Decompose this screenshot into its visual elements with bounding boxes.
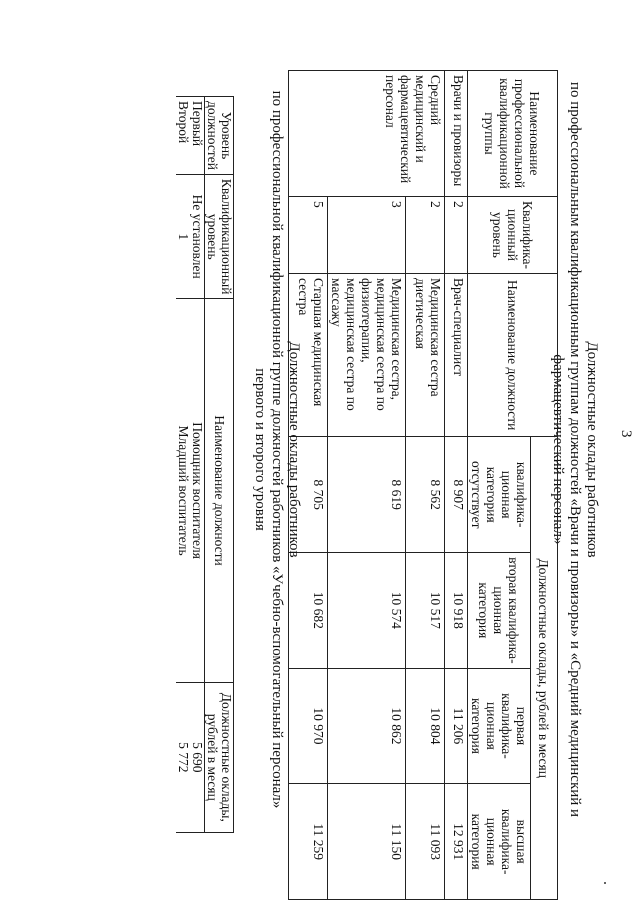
header-category-none: квалифика-ционная категория отсутствует [468,437,531,553]
cell-position: Младший воспитатель [176,299,190,682]
table2-title [251,0,302,899]
header-group: Наименование профессиональной квалификационной группы [468,71,558,197]
cell-salary: 10 970 [289,668,328,784]
table-row [176,97,190,833]
cell-salary: 5 690 [190,682,205,832]
table2-header-row [205,97,234,833]
cell-salary: 10 682 [289,553,328,669]
table1-title-line: Должностные оклады работников [584,341,600,558]
cell-salary: 8 562 [406,437,445,553]
cell-group: Средний медицинский и фармацевтический персонал [289,71,445,197]
cell-salary: 10 517 [406,553,445,669]
cell-level: Второй [176,97,190,175]
cell-salary: 11 093 [406,784,445,900]
table-row [406,71,445,900]
header-category-second: вторая квалифика-ционная категория [468,553,531,669]
cell-salary: 8 619 [328,437,406,553]
cell-salary: 11 150 [328,784,406,900]
table-row [445,71,468,900]
cell-salary: 10 918 [445,553,468,669]
header-position: Наименование должности [205,299,234,682]
cell-level: 2 [445,196,468,273]
cell-salary: 5 772 [176,682,190,832]
cell-salary: 10 862 [328,668,406,784]
table1-header-row [531,71,558,900]
cell-salary: 10 574 [328,553,406,669]
cell-group: Врачи и провизоры [445,71,468,197]
table2-title-line: первого и второго уровня [252,368,268,531]
cell-qual: 1 [176,174,190,299]
header-level: Уровень должностей [205,97,234,175]
page-number: 3 [618,430,634,438]
table2-title-line: Должностные оклады работников [286,341,302,558]
table-row [190,97,205,833]
header-position: Наименование должности [468,274,558,437]
cell-salary: 8 907 [445,437,468,553]
header-level: Квалифика-ционный уровень [468,196,558,273]
table1-title-line: фармацевтический персонал» [550,354,566,545]
cell-position: Медицинская сестра, медицинская сестра по физиотерапии, медицинская сестра по массажу [328,274,406,437]
cell-position: Медицинская сестра диетическая [406,274,445,437]
header-salaries: Должностные оклады, рублей в месяц [531,437,558,900]
salary-table-support-staff [176,96,234,833]
header-category-highest: высшая квалифика-ционная категория [468,784,531,900]
header-salary: Должностные оклады, рублей в месяц [205,682,234,832]
table1-title-line: по профессиональным квалификационным группам должностей «Врачи и провизоры» и «Средний медицинский и [567,81,583,818]
cell-level: 5 [289,196,328,273]
cell-salary: 8 705 [289,437,328,553]
cell-level: Первый [190,97,205,175]
cell-level: 2 [406,196,445,273]
header-qual: Квалификационный уровень [205,174,234,299]
cell-level: 3 [328,196,406,273]
salary-table-medical [288,70,558,900]
cell-salary: 11 206 [445,668,468,784]
header-category-first: первая квалифика-ционная категория [468,668,531,784]
table2-title-line: по профессиональной квалификационной группе должностей работников «Учебно-вспомогательный персонал» [269,90,285,809]
scan-speck [604,882,606,884]
cell-qual: Не установлен [190,174,205,299]
cell-position: Помощник воспитателя [190,299,205,682]
cell-salary: 11 259 [289,784,328,900]
cell-position: Старшая медицинская сестра [289,274,328,437]
cell-salary: 10 804 [406,668,445,784]
cell-position: Врач-специалист [445,274,468,437]
cell-salary: 12 931 [445,784,468,900]
